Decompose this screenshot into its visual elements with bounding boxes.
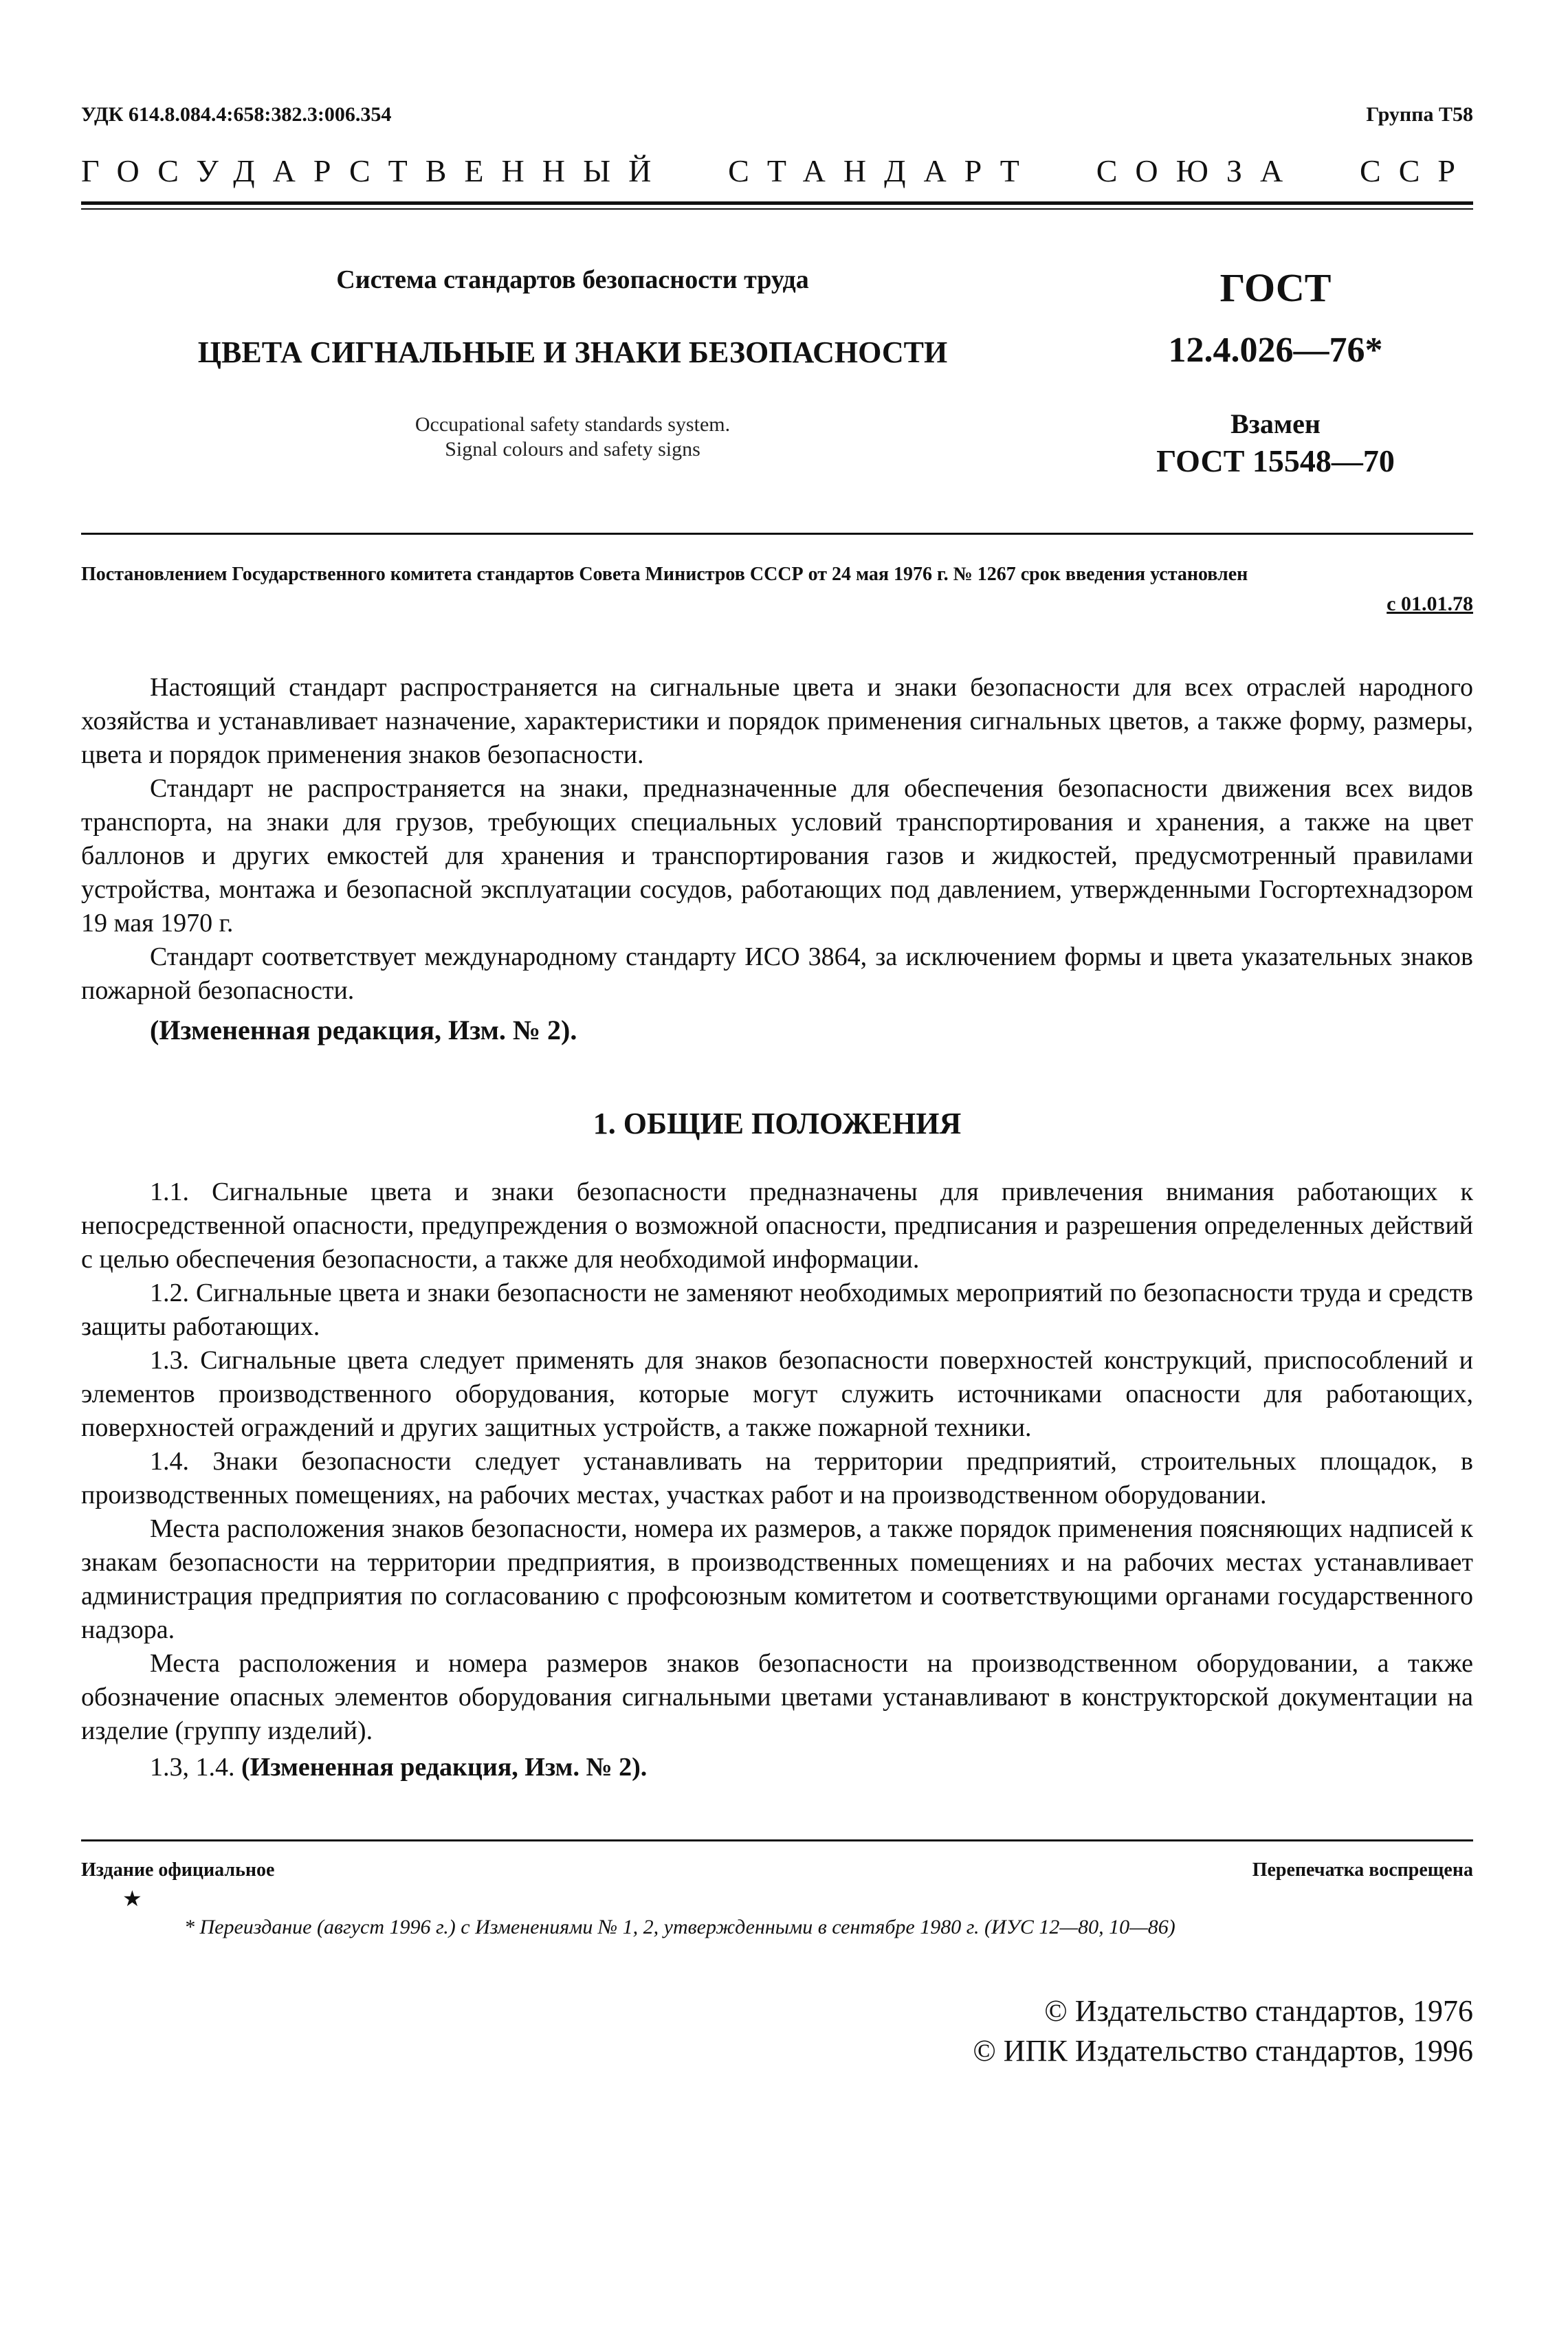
top-meta-line [81,103,1473,126]
reissue-note: * Переиздание (август 1996 г.) с Изменениями № 1, 2, утвержденными в сентябре 1980 г. (ИУС 12—80, 10—86) [184,1916,1175,1938]
section-paragraph: 1.4. Знаки безопасности следует устанавливать на территории предприятий, строительных площадок, в производственных помещениях, на рабочих местах, участках работ и на производственном оборудовании. [81,1447,1473,1509]
system-name: Система стандартов безопасности труда [336,265,809,294]
footer-rule [81,1839,1473,1841]
section-heading: 1. ОБЩИЕ ПОЛОЖЕНИЯ [593,1107,962,1140]
gost-label: ГОСТ [1219,265,1332,310]
amendment-text: (Измененная редакция, Изм. № 2). [241,1753,648,1782]
decree-rule [81,533,1473,535]
intro-amendment: (Измененная редакция, Изм. № 2). [150,1015,577,1045]
document-page [81,103,1473,2071]
section-paragraph: Места расположения знаков безопасности, номера их размеров, а также порядок применения поясняющих надписей к знакам безопасности на территории предприятия, в производственных помещениях и на рабочих местах устанавливает администрация предприятия по согласованию с профсоюзным комитетом и соответствующими органами государственного надзора. [81,1514,1473,1644]
title-right [1064,265,1473,479]
replaces-number: ГОСТ 15548—70 [1156,443,1395,478]
section-body [81,1175,1473,1784]
section-paragraph: Места расположения и номера размеров знаков безопасности на производственном оборудовании, а также обозначение опасных элементов оборудования сигнальными цветами устанавливают в конструкторской документации на изделие (группу изделий). [81,1649,1473,1745]
intro-paragraph: Стандарт соответствует международному стандарту ИСО 3864, за исключением формы и цвета указательных знаков пожарной безопасности. [81,942,1473,1005]
footer-line [81,1859,1473,1881]
copyright-block [81,1991,1473,2071]
amendment-ref: 1.3, 1.4. [150,1753,235,1782]
header-rule [81,201,1473,205]
udc-code: УДК 614.8.084.4:658:382.3:006.354 [81,103,392,126]
title-left [81,265,1064,479]
decree-text: Постановлением Государственного комитета стандартов Совета Министров СССР от 24 мая 1976 г. № 1267 срок введения установлен [81,564,1248,585]
copyright-line: © Издательство стандартов, 1976 [1044,1994,1473,2028]
effective-date: с 01.01.78 [1387,593,1473,615]
group-code: Группа Т58 [1366,103,1473,126]
section-paragraph: 1.2. Сигнальные цвета и знаки безопасности не заменяют необходимых мероприятий по безопасности труда и средств защиты работающих. [81,1279,1473,1341]
copyright-line: © ИПК Издательство стандартов, 1996 [973,2034,1473,2068]
replaces-label: Взамен [1230,408,1321,439]
gost-number: 12.4.026—76* [1168,331,1383,370]
header-rule-thin [81,208,1473,210]
english-line-1: Occupational safety standards system. [415,413,731,436]
state-standard-title [81,153,1473,189]
state-title-word: ГОСУДАРСТВЕННЫЙ [81,153,670,188]
intro-paragraph: Стандарт не распространяется на знаки, предназначенные для обеспечения безопасности движения всех видов транспорта, на знаки для грузов, требующих специальных условий транспортирования и хранения, а также на цвет баллонов и других емкостей для хранения и транспортирования газов и жидкостей, предусмотренный правилами устройства, монтажа и безопасной эксплуатации сосудов, работающих под давлением, утвержденными Госгортехнадзором 19 мая 1970 г. [81,774,1473,938]
state-title-word: ССР [1360,153,1473,188]
english-line-2: Signal colours and safety signs [445,438,700,461]
section-paragraph: 1.1. Сигнальные цвета и знаки безопасности предназначены для привлечения внимания работающих к непосредственной опасности, предупреждения о возможной опасности, предписания и разрешения определенных действий с целью обеспечения безопасности, а также для необходимой информации. [81,1177,1473,1274]
section-paragraph: 1.3. Сигнальные цвета следует применять для знаков безопасности поверхностей конструкций, приспособлений и элементов производственного оборудования, которые могут служить источниками опасности для работающих, поверхностей ограждений и других защитных устройств, а также пожарной техники. [81,1346,1473,1442]
official-edition: Издание официальное [81,1859,275,1881]
standard-title: ЦВЕТА СИГНАЛЬНЫЕ И ЗНАКИ БЕЗОПАСНОСТИ [197,335,948,369]
title-block [81,265,1473,479]
section-amendment [81,1751,1473,1784]
state-title-word: СТАНДАРТ [728,153,1037,188]
no-reprint: Перепечатка воспрещена [1252,1859,1473,1881]
english-title [81,412,1064,462]
intro-paragraph: Настоящий стандарт распространяется на сигнальные цвета и знаки безопасности для всех отраслей народного хозяйства и устанавливает назначение, характеристики и порядок применения сигнальных цветов, а также форму, размеры, цвета и порядок применения знаков безопасности. [81,673,1473,769]
state-title-word: СОЮЗА [1096,153,1301,188]
intro-section [81,671,1473,1047]
star-icon: ★ [122,1886,142,1911]
